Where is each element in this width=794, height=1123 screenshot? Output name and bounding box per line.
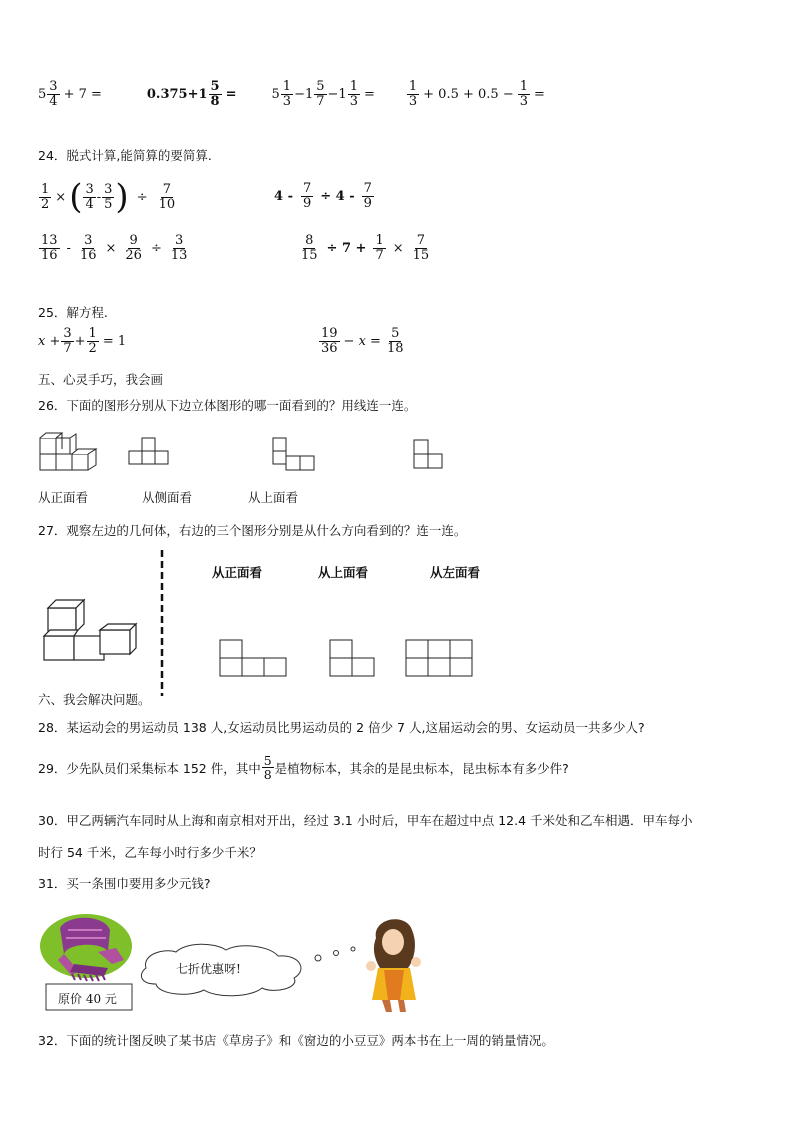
- price-label: 原价 40 元: [58, 992, 117, 1006]
- q27-view-top: [330, 640, 374, 676]
- fraction: $\frac{7}{15}$: [412, 233, 430, 263]
- fraction: $\frac{3}{4}$: [49, 79, 58, 109]
- fraction: $\frac{7}{9}$: [302, 181, 312, 211]
- girl-icon: [366, 919, 421, 1012]
- q24-expr-b: 4 - $\frac{7}{9}$ ÷ 4 - $\frac{7}{9}$: [274, 181, 372, 211]
- q27-label-left: 从左面看: [430, 565, 481, 580]
- q27-view-front: [220, 640, 286, 676]
- fraction: $\frac{5}{7}$: [316, 79, 325, 109]
- fraction: $\frac{9}{26}$: [125, 233, 142, 263]
- bubble-dot: [351, 947, 355, 951]
- fraction: $\frac{7}{9}$: [363, 181, 372, 211]
- fraction: $\frac{5}{18}$: [386, 326, 404, 356]
- q25-equation-1: x + $\frac{3}{7}$ + $\frac{1}{2}$ = 1: [38, 326, 127, 356]
- expr-2: 0.375+1 $\frac{5}{8}$ =: [146, 79, 237, 109]
- fraction: $\frac{1}{3}$: [408, 79, 418, 109]
- fraction: $\frac{3}{4}$: [85, 181, 94, 212]
- geometric-solid-icon: [44, 600, 136, 660]
- fraction: $\frac{7}{10}$: [158, 181, 176, 212]
- bubble-dot: [315, 955, 321, 961]
- fraction: $\frac{8}{15}$: [301, 233, 318, 263]
- q24-expr-d: $\frac{8}{15}$ ÷ 7 + $\frac{1}{7}$ × $\frac{7}{15}$: [301, 233, 430, 263]
- q26-label-side: 从侧面看: [142, 490, 193, 505]
- fraction: $\frac{3}{13}$: [170, 233, 188, 263]
- view-shape-c: [414, 440, 442, 468]
- fraction: $\frac{1}{7}$: [375, 233, 384, 263]
- question-30-line-1: 30．甲乙两辆汽车同时从上海和南京相对开出，经过 3.1 小时后，甲车在超过中点 12.4 千米处和乙车相遇．甲车每小: [38, 813, 693, 828]
- q27-label-front: 从正面看: [212, 565, 263, 580]
- fraction: $\frac{19}{36}$: [321, 326, 338, 356]
- bubble-text: 七折优惠呀!: [176, 962, 241, 976]
- fraction: $\frac{3}{16}$: [79, 233, 97, 263]
- question-27-title: 27．观察左边的几何体，右边的三个图形分别是从什么方向看到的？连一连。: [38, 523, 467, 538]
- fraction: $\frac{1}{2}$: [41, 181, 50, 212]
- fraction: $\frac{5}{8}$: [263, 753, 272, 783]
- section-6-heading: 六、我会解决问题。: [38, 692, 151, 707]
- solid-3d-icon: [40, 433, 96, 470]
- calc-row-23: [38, 80, 548, 108]
- fraction: $\frac{5}{8}$: [210, 79, 220, 109]
- question-31-title: 31．买一条围巾要用多少元钱?: [38, 876, 211, 891]
- question-26-title: 26．下面的图形分别从下边立体图形的哪一面看到的？用线连一连。: [38, 398, 417, 413]
- expr-1: 5 $\frac{3}{4}$ + 7 =: [38, 79, 102, 109]
- view-shape-b: [273, 438, 314, 470]
- q27-view-left: [406, 640, 472, 676]
- question-29: 29．少先队员们采集标本 152 件，其中 $\frac{5}{8}$ 是植物标本，其余的是昆虫标本，昆虫标本有多少件?: [38, 753, 569, 783]
- q25-equation-2: $\frac{19}{36}$ − x = $\frac{5}{18}$: [321, 326, 404, 356]
- q26-label-front: 从正面看: [38, 490, 89, 505]
- bubble-dot: [334, 951, 339, 956]
- question-24-title: 24．脱式计算,能简算的要简算.: [38, 148, 212, 163]
- question-28: 28．某运动会的男运动员 138 人,女运动员比男运动员的 2 倍少 7 人,这届运动会的男、女运动员一共多少人?: [38, 720, 645, 735]
- view-shape-a: [129, 438, 168, 464]
- expr-4: $\frac{1}{3}$ + 0.5 + 0.5 − $\frac{1}{3}$ =: [408, 79, 545, 109]
- fraction: $\frac{1}{3}$: [349, 79, 358, 109]
- question-30-line-2: 时行 54 千米，乙车每小时行多少千米？: [38, 845, 262, 860]
- question-25-title: 25．解方程.: [38, 305, 108, 320]
- fraction: $\frac{13}{16}$: [41, 233, 58, 263]
- fraction: $\frac{1}{2}$: [88, 326, 97, 356]
- fraction: $\frac{3}{7}$: [63, 326, 72, 356]
- q26-label-top: 从上面看: [248, 490, 299, 505]
- q26-figures: [38, 428, 458, 478]
- scarf-icon: [40, 914, 132, 981]
- q24-expr-a: $\frac{1}{2}$ × ( $\frac{3}{4}$ - $\frac{3}{5}$ ) ÷ $\frac{7}{10}$: [41, 177, 176, 217]
- fraction: $\frac{1}{3}$: [519, 79, 528, 109]
- section-5-heading: 五、心灵手巧，我会画: [38, 372, 164, 387]
- q27-label-top: 从上面看: [318, 565, 369, 580]
- fraction: $\frac{1}{3}$: [282, 79, 292, 109]
- fraction: $\frac{3}{5}$: [104, 181, 113, 212]
- q24-expr-c: $\frac{13}{16}$ - $\frac{3}{16}$ × $\frac{9}{26}$ ÷ $\frac{3}{13}$: [41, 233, 188, 263]
- question-32: 32．下面的统计图反映了某书店《草房子》和《窗边的小豆豆》两本书在上一周的销量情况。: [38, 1033, 554, 1048]
- q27-figures: [38, 548, 498, 698]
- expr-3: 5 $\frac{1}{3}$ −1 $\frac{5}{7}$ −1 $\frac{1}{3}$ =: [271, 79, 375, 109]
